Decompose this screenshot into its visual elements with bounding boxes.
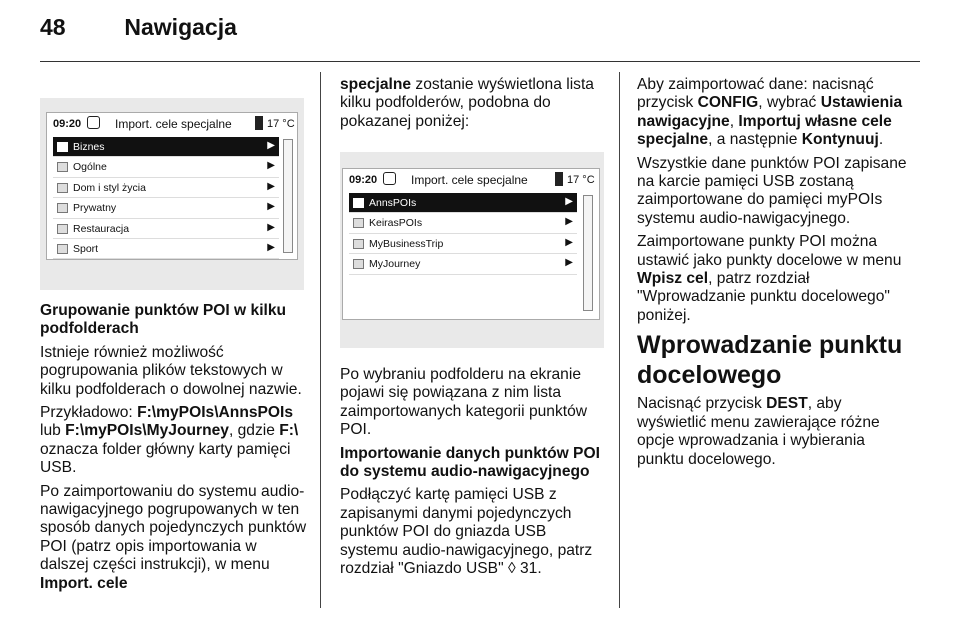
chevron-right-icon: ▶ bbox=[267, 241, 275, 253]
menu-item-restauracja[interactable]: Restauracja ▶ bbox=[53, 219, 279, 239]
folder-icon bbox=[353, 259, 364, 269]
column-2-bottom bbox=[340, 366, 606, 583]
paragraph: Aby zaimportować dane: nacisnąć przycisk CONFIG, wybrać Ustawienia nawigacyjne, Importuj własne cele specjalne, a następnie Kontynuuj. bbox=[637, 76, 903, 149]
menu-item-annspois[interactable]: AnnsPOIs ▶ bbox=[349, 193, 577, 213]
menu-item-myjourney[interactable]: MyJourney ▶ bbox=[349, 254, 577, 274]
display-screen-1 bbox=[46, 112, 298, 260]
temperature: 17 °C bbox=[567, 174, 595, 186]
category-icon bbox=[57, 203, 68, 213]
category-icon bbox=[57, 183, 68, 193]
menu-item-biznes[interactable]: Biznes ▶ bbox=[53, 137, 279, 157]
paragraph: Po wybraniu podfolderu na ekranie pojawi się powiązana z nim lista zaimportowanych kategorii punktów POI. bbox=[340, 366, 588, 439]
clock: 09:20 bbox=[53, 118, 82, 130]
paragraph: Przykładowo: F:\myPOIs\AnnsPOIs lub F:\myPOIs\MyJourney, gdzie F:\ oznacza folder główny karty pamięci USB. bbox=[40, 404, 299, 477]
column-divider-1 bbox=[320, 72, 321, 608]
category-icon bbox=[57, 224, 68, 234]
paragraph: specjalne zostanie wyświetlona lista kilku podfolderów, podobna do pokazanej poniżej: bbox=[340, 76, 594, 130]
chevron-right-icon: ▶ bbox=[565, 236, 573, 248]
menu-item-prywatny[interactable]: Prywatny ▶ bbox=[53, 198, 279, 218]
chevron-right-icon: ▶ bbox=[267, 221, 275, 233]
clock: 09:20 bbox=[349, 174, 378, 186]
column-1 bbox=[40, 302, 308, 598]
thermometer-icon bbox=[555, 172, 563, 186]
scrollbar[interactable] bbox=[583, 195, 593, 311]
folder-icon bbox=[353, 239, 364, 249]
chevron-right-icon: ▶ bbox=[565, 216, 573, 228]
folder-icon bbox=[353, 198, 364, 208]
chevron-right-icon: ▶ bbox=[565, 257, 573, 269]
chevron-right-icon: ▶ bbox=[267, 140, 275, 151]
section-heading: Wprowadzanie punktu docelowego bbox=[637, 331, 903, 390]
category-icon bbox=[57, 162, 68, 172]
chevron-right-icon: ▶ bbox=[565, 196, 573, 207]
menu-item-mybusinesstrip[interactable]: MyBusinessTrip ▶ bbox=[349, 234, 577, 254]
folder-icon bbox=[353, 218, 364, 228]
poi-folder-list bbox=[349, 193, 577, 275]
thermometer-icon bbox=[255, 116, 263, 130]
paragraph: Po zaimportowaniu do systemu audio-nawigacyjnego pogrupowanych w ten sposób danych pojedynczych punktów POI (patrz opis importowania w dalszej części instrukcji), w menu Import. cele bbox=[40, 482, 307, 592]
screenshot-frame-2 bbox=[340, 152, 604, 348]
subheading-import: Importowanie danych punktów POI do systemu audio-nawigacyjnego bbox=[340, 444, 600, 481]
status-bar bbox=[343, 169, 599, 191]
page-reference-icon: ◊ bbox=[507, 560, 516, 578]
paragraph: Istnieje również możliwość pogrupowania plików tekstowych w kilku podfolderach o dowolnej nazwie. bbox=[40, 343, 302, 398]
poi-icon bbox=[87, 116, 100, 129]
section-title: Nawigacja bbox=[124, 14, 237, 40]
paragraph: Podłączyć kartę pamięci USB z zapisanymi danymi pojedynczych punktów POI do gniazda USB systemu audio-nawigacyjnego, patrz rozdział "Gniazdo USB" ◊ 31. bbox=[340, 486, 593, 578]
menu-item-keiraspois[interactable]: KeirasPOIs ▶ bbox=[349, 213, 577, 233]
menu-item-dom[interactable]: Dom i styl życia ▶ bbox=[53, 178, 279, 198]
screenshot-frame-1 bbox=[40, 98, 304, 290]
screen-title: Import. cele specjalne bbox=[411, 173, 528, 187]
header-divider bbox=[40, 61, 920, 62]
paragraph: Wszystkie dane punktów POI zapisane na karcie pamięci USB zostaną zaimportowane do pamięci myPOIs systemu audio-nawigacyjnego. bbox=[637, 154, 907, 227]
category-icon bbox=[57, 244, 68, 254]
poi-icon bbox=[383, 172, 396, 185]
paragraph: Nacisnąć przycisk DEST, aby wyświetlić menu zawierające różne opcje wprowadzania i wybierania punktu docelowego. bbox=[637, 395, 880, 468]
menu-item-sport[interactable]: Sport ▶ bbox=[53, 239, 279, 259]
column-2-top bbox=[340, 76, 604, 136]
temperature: 17 °C bbox=[267, 118, 295, 130]
status-bar bbox=[47, 113, 297, 135]
subheading-grouping: Grupowanie punktów POI w kilku podfolderach bbox=[40, 302, 287, 338]
category-icon bbox=[57, 142, 68, 152]
scrollbar[interactable] bbox=[283, 139, 293, 253]
screen-title: Import. cele specjalne bbox=[115, 117, 232, 131]
page-header bbox=[40, 14, 237, 41]
column-divider-2 bbox=[619, 72, 620, 608]
menu-item-ogolne[interactable]: Ogólne ▶ bbox=[53, 157, 279, 177]
chevron-right-icon: ▶ bbox=[267, 160, 275, 172]
paragraph: Zaimportowane punkty POI można ustawić jako punkty docelowe w menu Wpisz cel, patrz rozdział "Wprowadzanie punktu docelowego" poniżej. bbox=[637, 233, 902, 324]
poi-category-list bbox=[53, 137, 279, 259]
chevron-right-icon: ▶ bbox=[267, 180, 275, 192]
chevron-right-icon: ▶ bbox=[267, 201, 275, 213]
column-3 bbox=[637, 76, 913, 474]
display-screen-2 bbox=[342, 168, 600, 320]
page-number: 48 bbox=[40, 14, 66, 40]
